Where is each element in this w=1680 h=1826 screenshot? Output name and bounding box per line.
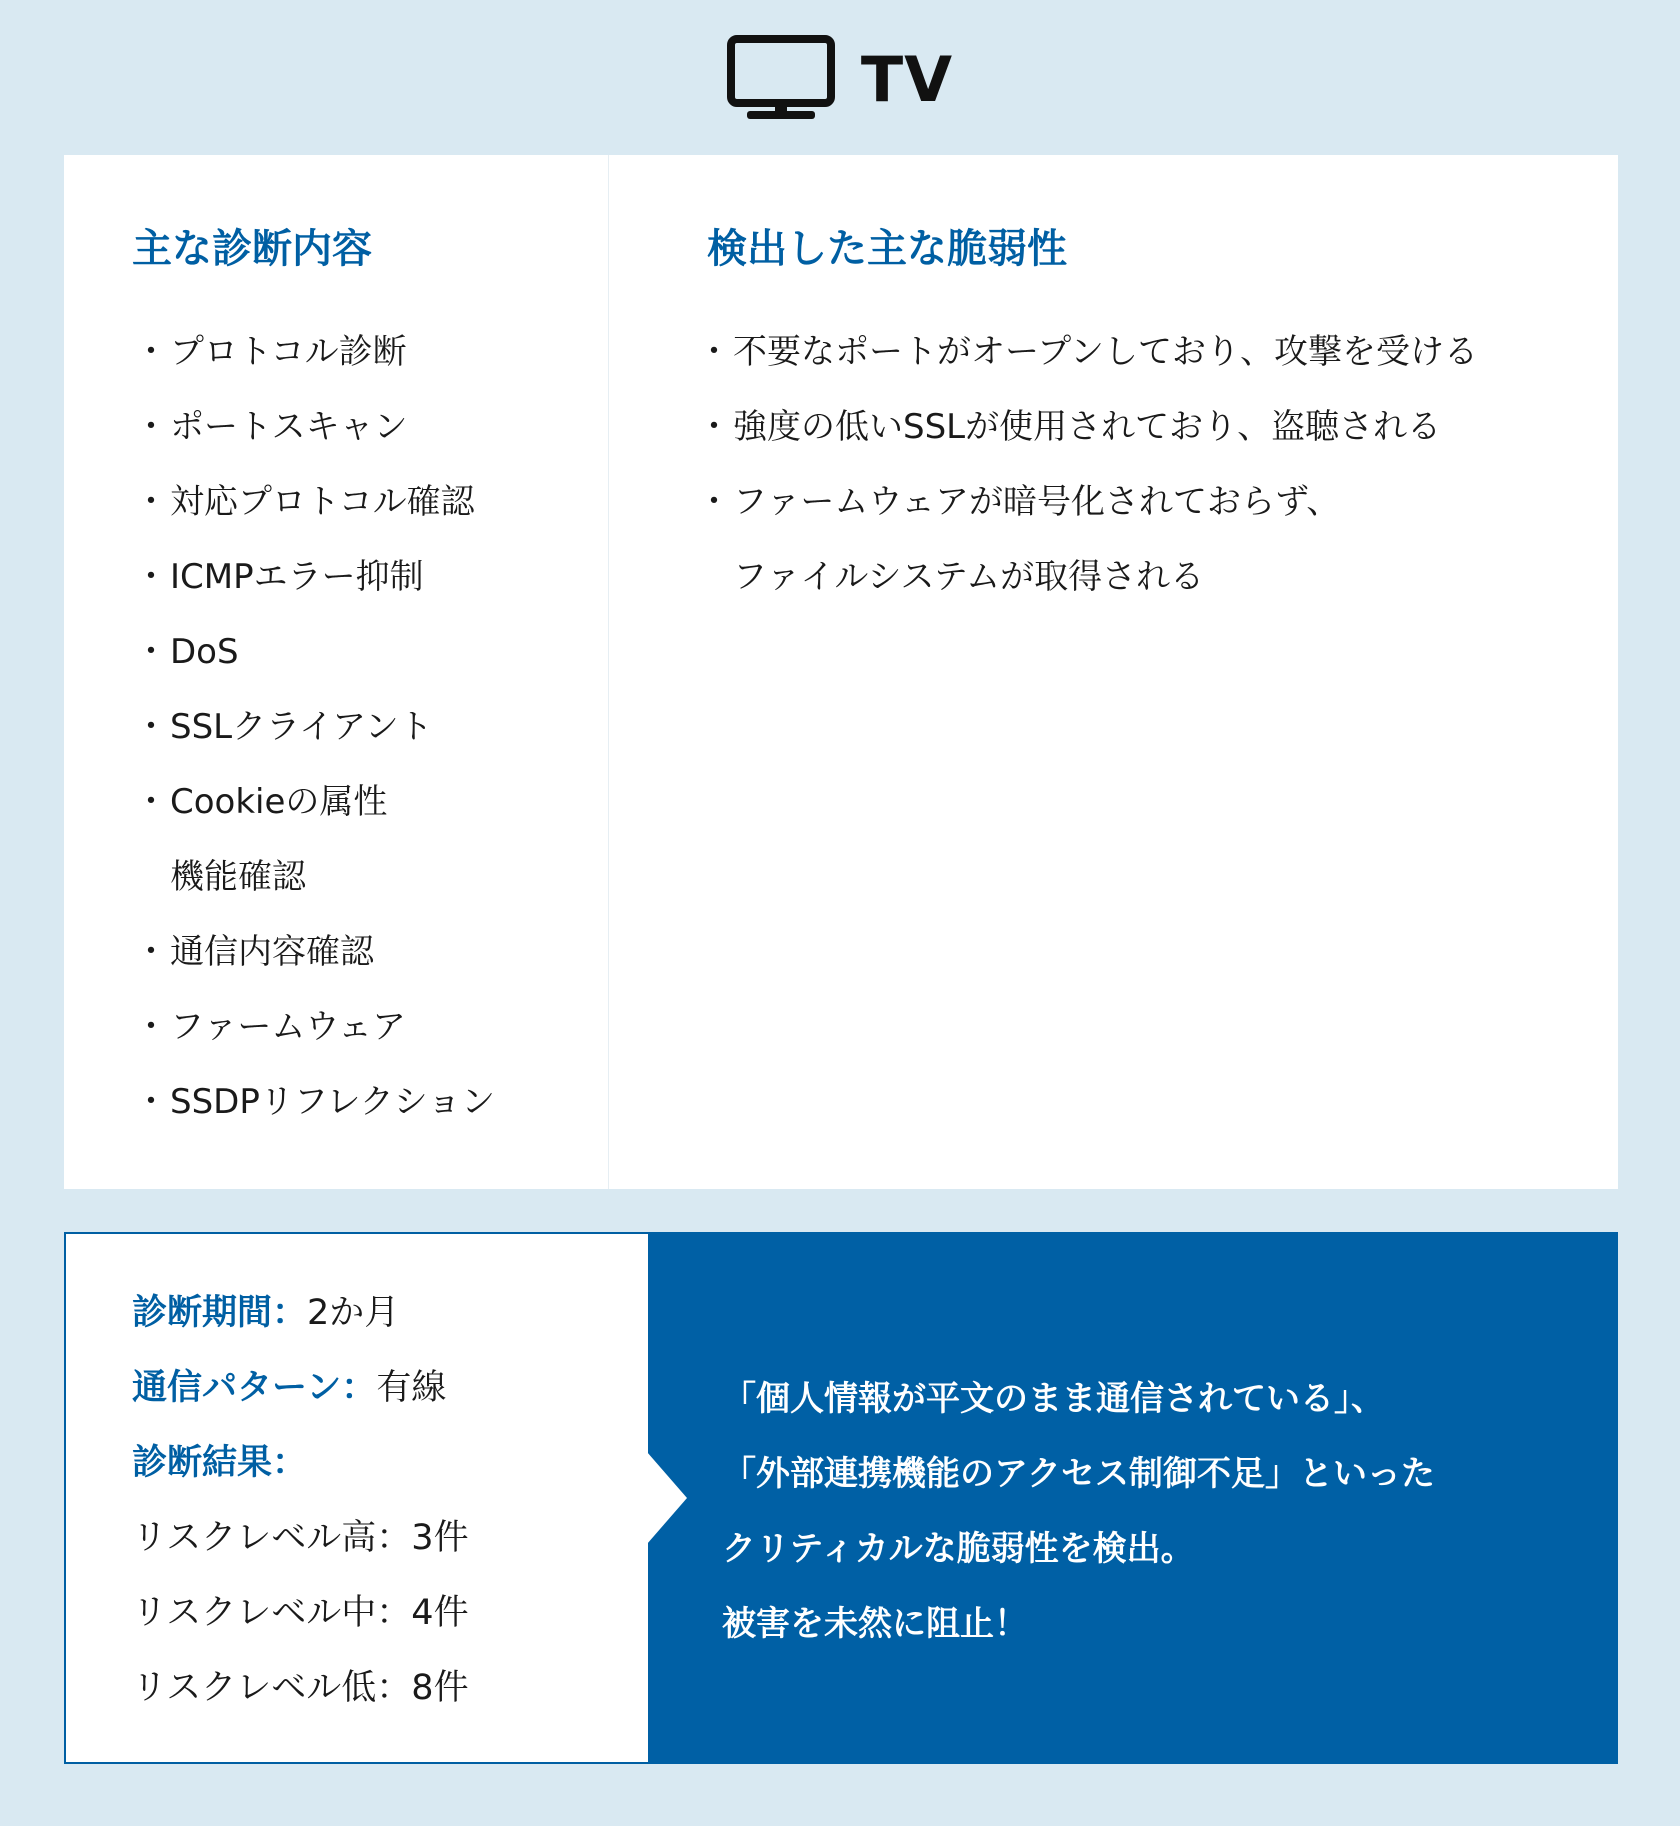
header bbox=[0, 28, 1680, 128]
diagnosis-column bbox=[64, 155, 609, 1189]
diagnosis-list bbox=[132, 315, 608, 1140]
period-line bbox=[132, 1276, 648, 1351]
tv-icon bbox=[727, 35, 835, 121]
list-item: ・SSDPリフレクション bbox=[134, 1082, 496, 1122]
result-label: 診断結果： bbox=[132, 1443, 308, 1483]
message-line-3: クリティカルな脆弱性を検出。 bbox=[722, 1529, 1195, 1569]
summary-panel bbox=[64, 1232, 648, 1764]
risk-mid: リスクレベル中：4件 bbox=[132, 1593, 469, 1633]
pattern-value: 有線 bbox=[376, 1368, 447, 1408]
list-item: ・プロトコル診断 bbox=[134, 332, 407, 372]
period-label: 診断期間： bbox=[132, 1293, 308, 1333]
message-line-4: 被害を未然に阻止！ bbox=[722, 1604, 1028, 1644]
list-item: ・ファームウェア bbox=[134, 1007, 406, 1047]
arrow-notch bbox=[647, 1452, 687, 1544]
list-item: ・SSLクライアント bbox=[134, 707, 433, 747]
message-line-2: 「外部連携機能のアクセス制御不足」といった bbox=[722, 1454, 1435, 1494]
result-line bbox=[132, 1426, 648, 1501]
message-panel bbox=[648, 1232, 1618, 1764]
risk-high: リスクレベル高：3件 bbox=[132, 1518, 469, 1558]
list-item: ・強度の低いSSLが使用されており、盗聴される bbox=[697, 407, 1442, 447]
list-item: ・ファームウェアが暗号化されておらず、 bbox=[697, 482, 1341, 522]
risk-low: リスクレベル低：8件 bbox=[132, 1668, 469, 1708]
list-item-continuation: ファイルシステムが取得される bbox=[733, 557, 1205, 597]
details-card bbox=[64, 155, 1618, 1189]
list-item: ・ポートスキャン bbox=[134, 407, 408, 447]
result-box bbox=[64, 1232, 1618, 1764]
list-item-continuation: 機能確認 bbox=[170, 857, 306, 897]
pattern-label: 通信パターン： bbox=[132, 1368, 377, 1408]
list-item: ・不要なポートがオープンしており、攻撃を受ける bbox=[697, 332, 1478, 372]
list-item: ・ICMPエラー抑制 bbox=[134, 557, 424, 597]
period-value: 2か月 bbox=[307, 1293, 400, 1333]
vulnerabilities-list bbox=[695, 315, 1618, 615]
list-item: ・DoS bbox=[134, 632, 239, 672]
pattern-line bbox=[132, 1351, 648, 1426]
diagnosis-title: 主な診断内容 bbox=[132, 226, 372, 272]
vulnerabilities-column bbox=[609, 155, 1618, 1189]
page-title: TV bbox=[860, 43, 954, 116]
message-line-1: 「個人情報が平文のまま通信されている」、 bbox=[722, 1379, 1385, 1419]
list-item: ・Cookieの属性 bbox=[134, 782, 388, 822]
list-item: ・対応プロトコル確認 bbox=[134, 482, 475, 522]
vulnerabilities-title: 検出した主な脆弱性 bbox=[707, 226, 1067, 272]
list-item: ・通信内容確認 bbox=[134, 932, 374, 972]
